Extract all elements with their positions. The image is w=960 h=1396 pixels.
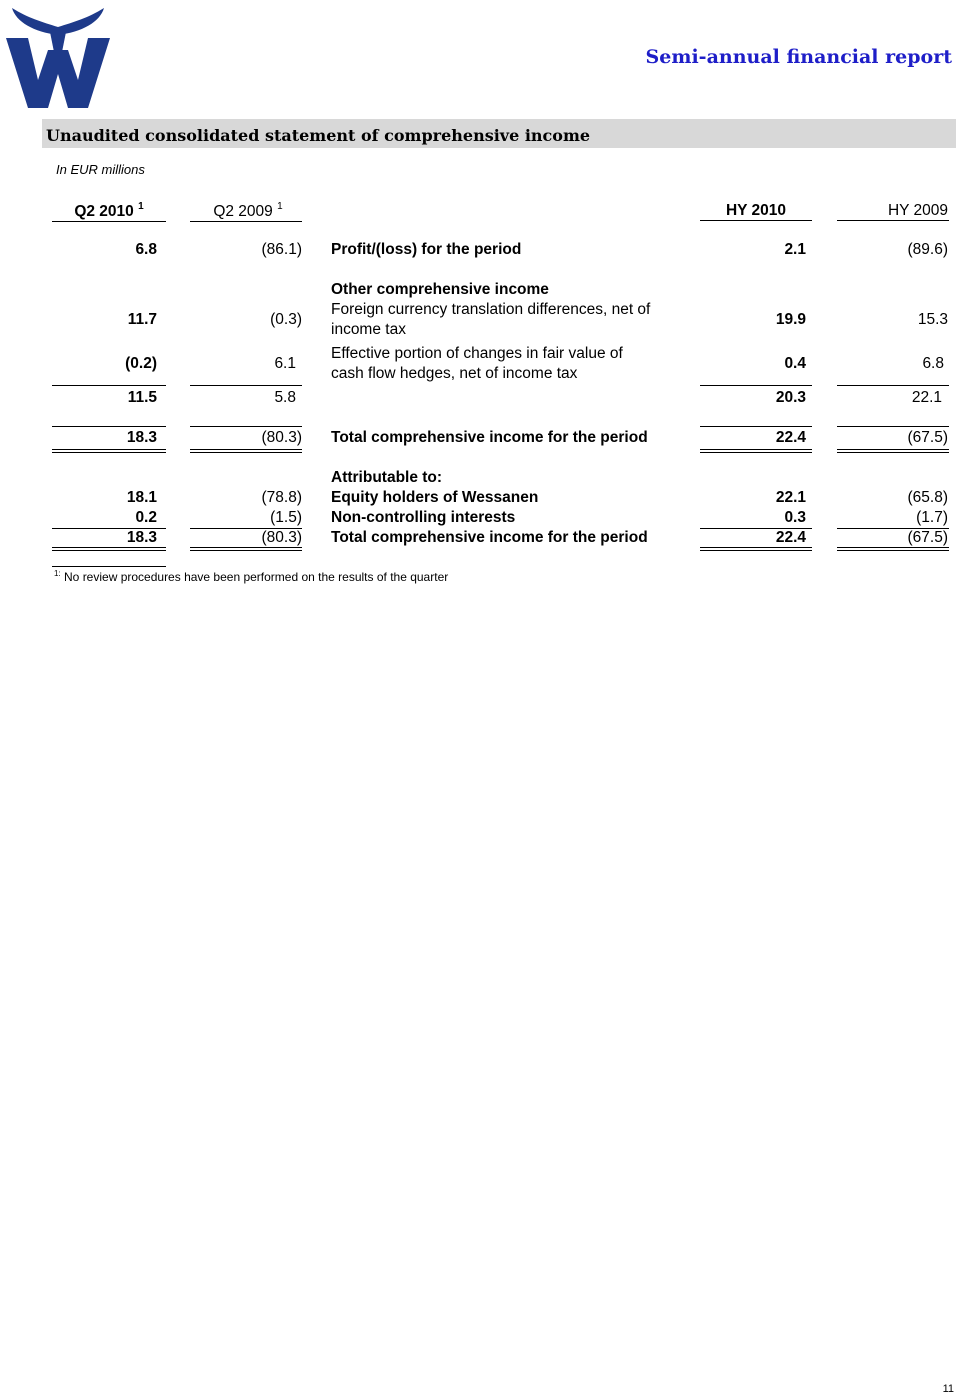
cell-hy-2009: (1.7)	[916, 509, 948, 526]
cell-hy-2010: 22.4	[775, 429, 806, 446]
footnote-rule	[52, 566, 166, 567]
cell-hy-2009: 6.8	[922, 355, 944, 372]
double-underline	[700, 452, 812, 453]
row-label: Profit/(loss) for the period	[331, 241, 522, 258]
cell-q2-2010: 0.2	[135, 509, 157, 526]
row-label: Effective portion of changes in fair value of	[331, 345, 623, 362]
wessanen-logo	[4, 2, 112, 110]
cell-hy-2009: (67.5)	[907, 429, 948, 446]
double-underline	[837, 449, 949, 450]
row-label-continued: income tax	[331, 321, 406, 338]
column-header-hy-2010: HY 2010	[725, 202, 787, 219]
double-underline	[52, 452, 166, 453]
cell-hy-2010: 20.3	[775, 389, 806, 406]
double-underline	[837, 547, 949, 548]
divider	[700, 426, 812, 427]
cell-hy-2010: 2.1	[784, 241, 806, 258]
row-label: Equity holders of Wessanen	[331, 489, 539, 506]
row-label: Total comprehensive income for the period	[331, 429, 648, 446]
cell-q2-2010: 11.7	[127, 311, 157, 328]
double-underline	[837, 452, 949, 453]
divider	[190, 385, 302, 386]
column-header-q2-2009: Q2 2009 $^1$	[213, 201, 283, 220]
double-underline	[190, 452, 302, 453]
cell-q2-2010: 18.3	[126, 529, 157, 546]
cell-hy-2010: 19.9	[775, 311, 806, 328]
divider	[700, 220, 812, 221]
double-underline	[700, 550, 812, 551]
cell-hy-2009: 15.3	[917, 311, 948, 328]
divider	[190, 221, 302, 222]
cell-q2-2009: (78.8)	[261, 489, 302, 506]
cell-q2-2010: 6.8	[135, 241, 157, 258]
footnote-marker: 1:	[54, 569, 61, 578]
cell-hy-2009: 22.1	[911, 389, 942, 406]
report-title: Semi-annual financial report	[645, 46, 952, 68]
statement-title: Unaudited consolidated statement of comprehensive income	[46, 126, 591, 145]
statement-title-band	[42, 119, 956, 148]
cell-q2-2009: (1.5)	[270, 509, 302, 526]
cell-q2-2009: (86.1)	[261, 241, 302, 258]
divider	[190, 426, 302, 427]
divider	[52, 385, 166, 386]
footnote	[54, 570, 448, 584]
double-underline	[190, 550, 302, 551]
cell-q2-2009: (80.3)	[261, 529, 302, 546]
divider	[52, 221, 166, 222]
divider	[837, 220, 949, 221]
section-heading: Attributable to:	[331, 469, 443, 486]
cell-q2-2009: 5.8	[274, 389, 296, 406]
cell-hy-2009: (67.5)	[907, 529, 948, 546]
cell-q2-2010: 11.5	[127, 389, 157, 406]
double-underline	[52, 547, 166, 548]
cell-q2-2010: 18.3	[126, 429, 157, 446]
cell-q2-2009: (80.3)	[261, 429, 302, 446]
double-underline	[190, 449, 302, 450]
double-underline	[190, 547, 302, 548]
divider	[52, 426, 166, 427]
double-underline	[52, 449, 166, 450]
cell-q2-2009: (0.3)	[270, 311, 302, 328]
cell-hy-2010: 22.4	[775, 529, 806, 546]
row-label: Total comprehensive income for the period	[331, 529, 648, 546]
footnote-text: No review procedures have been performed on the results of the quarter	[64, 570, 449, 584]
divider	[837, 426, 949, 427]
cell-hy-2009: (89.6)	[907, 241, 948, 258]
page-number: 11	[942, 1383, 954, 1395]
cell-hy-2010: 0.3	[784, 509, 806, 526]
cell-hy-2009: (65.8)	[907, 489, 948, 506]
section-heading: Other comprehensive income	[331, 281, 549, 298]
cell-q2-2010: 18.1	[126, 489, 157, 506]
column-header-hy-2009: HY 2009	[887, 202, 948, 219]
divider	[700, 385, 812, 386]
cell-hy-2010: 0.4	[784, 355, 806, 372]
double-underline	[700, 547, 812, 548]
row-label: Non-controlling interests	[331, 509, 516, 526]
units-label: In EUR millions	[56, 162, 145, 177]
cell-q2-2009: 6.1	[274, 355, 296, 372]
divider	[837, 385, 949, 386]
double-underline	[837, 550, 949, 551]
row-label: Foreign currency translation differences, net of	[331, 301, 651, 318]
double-underline	[52, 550, 166, 551]
cell-q2-2010: (0.2)	[125, 355, 157, 372]
double-underline	[700, 449, 812, 450]
cell-hy-2010: 22.1	[775, 489, 806, 506]
column-header-q2-2010: Q2 2010 $^1$	[74, 201, 144, 220]
row-label-continued: cash flow hedges, net of income tax	[331, 365, 578, 382]
